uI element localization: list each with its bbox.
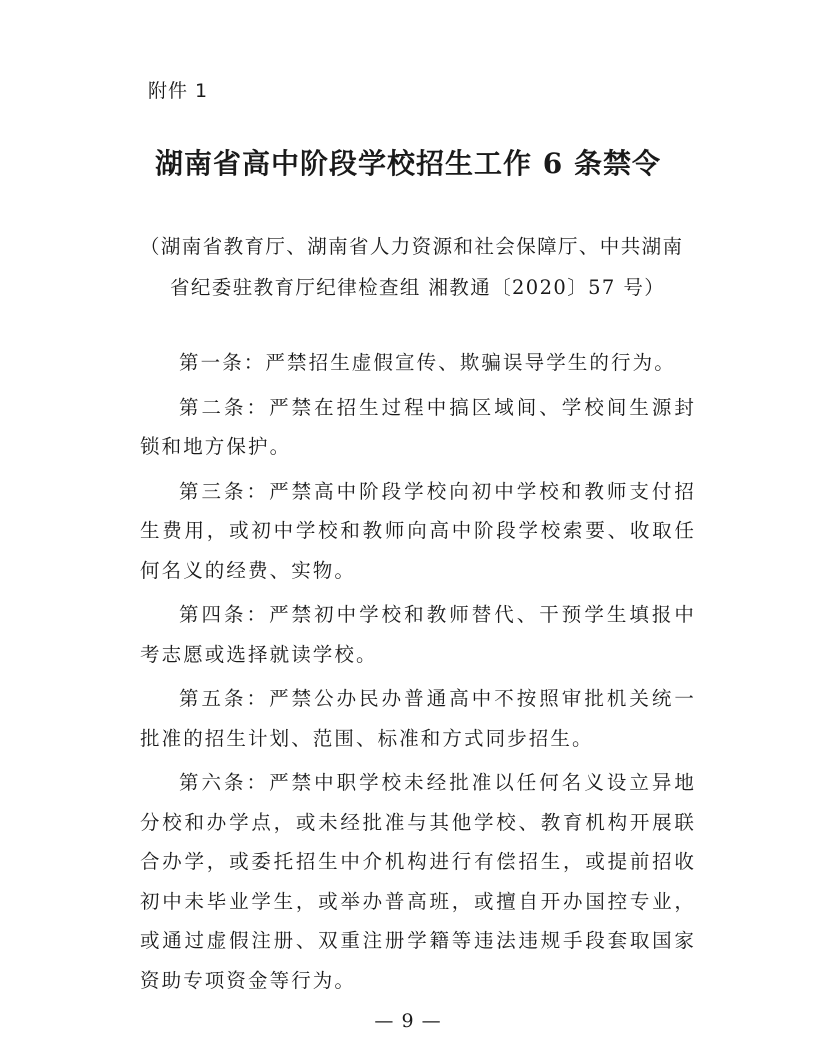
article-6: 第六条：严禁中职学校未经批准以任何名义设立异地分校和办学点，或未经批准与其他学校、教育机构开展联合办学，或委托招生中介机构进行有偿招生，或提前招收初中未毕业学生，或举办普高班，或擅自开办国控专业，或通过虚假注册、双重注册学籍等违法违规手段套取国家资助专项资金等行为。 [140, 771, 696, 992]
article-5: 第五条：严禁公办民办普通高中不按照审批机关统一批准的招生计划、范围、标准和方式同步招生。 [140, 687, 696, 750]
article-2: 第二条：严禁在招生过程中搞区域间、学校间生源封锁和地方保护。 [140, 395, 696, 458]
source-line-1: （湖南省教育厅、湖南省人力资源和社会保障厅、中共湖南 [140, 235, 684, 258]
article-4: 第四条：严禁初中学校和教师替代、干预学生填报中考志愿或选择就读学校。 [140, 603, 696, 666]
article-3: 第三条：严禁高中阶段学校向初中学校和教师支付招生费用，或初中学校和教师向高中阶段学校索要、收取任何名义的经费、实物。 [140, 479, 696, 582]
document-title: 湖南省高中阶段学校招生工作 6 条禁令 [155, 147, 661, 180]
source-line-2: 省纪委驻教育厅纪律检查组 湘教通〔2020〕57 号） [170, 276, 666, 299]
attachment-label: 附件 1 [148, 80, 209, 102]
article-1: 第一条：严禁招生虚假宣传、欺骗误导学生的行为。 [179, 351, 676, 374]
articles-list [140, 343, 696, 1005]
document-source [140, 226, 696, 308]
page-number: — 9 — [374, 1010, 442, 1032]
